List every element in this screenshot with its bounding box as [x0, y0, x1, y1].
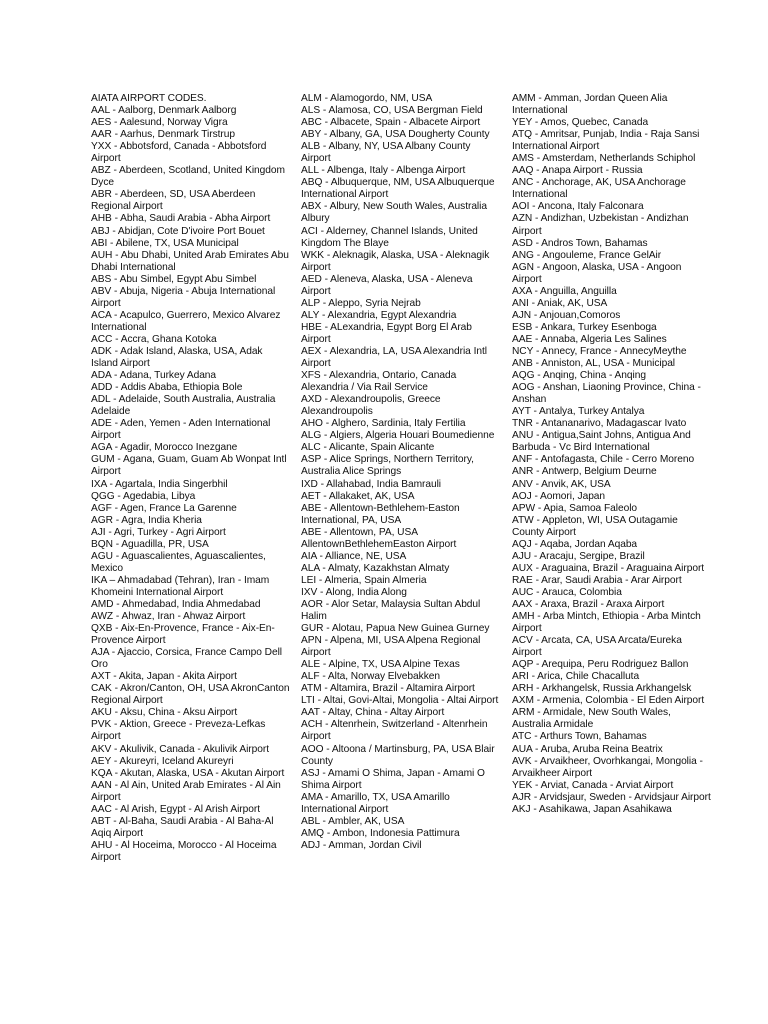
airport-code-entry: RAE - Arar, Saudi Arabia - Arar Airport [512, 574, 682, 586]
airport-code-entry: WKK - Aleknagik, Alaska, USA - Aleknagik Airport [301, 249, 490, 273]
airport-code-entry: AZN - Andizhan, Uzbekistan - Andizhan Airport [512, 213, 689, 237]
airport-code-entry: YEK - Arviat, Canada - Arviat Airport [512, 779, 674, 791]
airport-code-entry: ACA - Acapulco, Guerrero, Mexico Alvarez International [91, 309, 281, 333]
airport-code-entry: AJU - Aracaju, Sergipe, Brazil [512, 550, 645, 562]
airport-code-entry: QGG - Agedabia, Libya [91, 490, 196, 502]
airport-code-entry: ANU - Antigua,Saint Johns, Antigua And Barbuda - Vc Bird International [512, 430, 691, 454]
airport-code-entry: ANI - Aniak, AK, USA [512, 297, 608, 309]
airport-code-entry: ALY - Alexandria, Egypt Alexandria [301, 309, 457, 321]
airport-code-entry: AXD - Alexandroupolis, Greece Alexandroupolis [301, 394, 441, 418]
airport-code-entry: AIA - Alliance, NE, USA [301, 550, 407, 562]
text-column-2 [301, 93, 501, 852]
airport-code-entry: AOI - Ancona, Italy Falconara [512, 201, 644, 213]
airport-code-entry: ABQ - Albuquerque, NM, USA Albuquerque International Airport [301, 177, 495, 201]
airport-code-entry: AVK - Arvaikheer, Ovorhkangai, Mongolia - Arvaikheer Airport [512, 755, 703, 779]
airport-code-entry: ALF - Alta, Norway Elvebakken [301, 671, 440, 683]
airport-code-entry: ATM - Altamira, Brazil - Altamira Airport [301, 683, 475, 695]
airport-code-entry: ARI - Arica, Chile Chacalluta [512, 671, 640, 683]
airport-code-entry: ASD - Andros Town, Bahamas [512, 237, 648, 249]
airport-code-entry: ALS - Alamosa, CO, USA Bergman Field [301, 105, 483, 117]
airport-code-entry: ALP - Aleppo, Syria Nejrab [301, 297, 421, 309]
airport-code-entry: AJR - Arvidsjaur, Sweden - Arvidsjaur Airport [512, 791, 711, 803]
airport-code-entry: AXT - Akita, Japan - Akita Airport [91, 671, 237, 683]
airport-code-entry: AAT - Altay, China - Altay Airport [301, 707, 445, 719]
airport-code-entry: ARH - Arkhangelsk, Russia Arkhangelsk [512, 683, 692, 695]
airport-code-entry: ABZ - Aberdeen, Scotland, United Kingdom Dyce [91, 165, 285, 189]
airport-code-entry: ASJ - Amami O Shima, Japan - Amami O Shima Airport [301, 767, 485, 791]
airport-code-entry: BQN - Aguadilla, PR, USA [91, 538, 209, 550]
airport-code-entry: ATW - Appleton, WI, USA Outagamie County Airport [512, 514, 678, 538]
airport-code-entry: AQP - Arequipa, Peru Rodriguez Ballon [512, 659, 689, 671]
airport-code-entry: ABV - Abuja, Nigeria - Abuja International Airport [91, 285, 276, 309]
airport-code-entry: ABS - Abu Simbel, Egypt Abu Simbel [91, 273, 257, 285]
airport-code-entry: ACH - Altenrhein, Switzerland - Altenrhein Airport [301, 719, 488, 743]
airport-code-entry: ABL - Ambler, AK, USA [301, 815, 405, 827]
airport-code-entry: AJN - Anjouan,Comoros [512, 309, 621, 321]
airport-code-entry: GUM - Agana, Guam, Guam Ab Wonpat Intl Airport [91, 454, 287, 478]
airport-code-entry: ALC - Alicante, Spain Alicante [301, 442, 435, 454]
airport-code-entry: AOO - Altoona / Martinsburg, PA, USA Blair County [301, 743, 495, 767]
text-column-1 [91, 93, 291, 864]
airport-code-entry: AKJ - Asahikawa, Japan Asahikawa [512, 803, 672, 815]
airport-code-entry: AOR - Alor Setar, Malaysia Sultan Abdul Halim [301, 598, 481, 623]
airport-code-entry: AJI - Agri, Turkey - Agri Airport [91, 526, 226, 538]
airport-code-entry: ALL - Albenga, Italy - Albenga Airport [301, 165, 466, 177]
airport-code-entry: ABE - Allentown-Bethlehem-Easton International, PA, USA [301, 502, 460, 526]
airport-code-entry: AAC - Al Arish, Egypt - Al Arish Airport [91, 803, 260, 815]
airport-code-entry: IXV - Along, India Along [301, 586, 407, 598]
airport-code-entry: AKU - Aksu, China - Aksu Airport [91, 707, 238, 719]
airport-code-entry: AOJ - Aomori, Japan [512, 490, 606, 502]
airport-code-entry: AQG - Anqing, China - Anqing [512, 370, 646, 382]
airport-code-entry: ALM - Alamogordo, NM, USA [301, 93, 433, 104]
airport-code-entry: AAX - Araxa, Brazil - Araxa Airport [512, 598, 665, 610]
airport-code-entry: AYT - Antalya, Turkey Antalya [512, 406, 645, 418]
airport-code-entry: ANB - Anniston, AL, USA - Municipal [512, 358, 676, 370]
airport-code-entry: IXD - Allahabad, India Bamrauli [301, 478, 442, 490]
airport-code-entry: AHB - Abha, Saudi Arabia - Abha Airport [91, 213, 271, 225]
airport-code-entry: AOG - Anshan, Liaoning Province, China - Anshan [512, 382, 701, 406]
airport-code-entry: AQJ - Aqaba, Jordan Aqaba [512, 538, 638, 550]
airport-code-entry: AEX - Alexandria, LA, USA Alexandria Intl Airport [301, 345, 487, 370]
airport-code-entry: AMD - Ahmedabad, India Ahmedabad [91, 598, 261, 610]
airport-code-entry: AET - Allakaket, AK, USA [301, 490, 415, 502]
airport-code-entry: AGR - Agra, India Kheria [91, 514, 202, 526]
airport-code-entry: ASP - Alice Springs, Northern Territory, Australia Alice Springs [301, 454, 474, 478]
airport-code-entry: ACC - Accra, Ghana Kotoka [91, 333, 217, 345]
airport-code-entry: AAE - Annaba, Algeria Les Salines [512, 333, 667, 345]
airport-code-entry: ATQ - Amritsar, Punjab, India - Raja Sansi International Airport [512, 129, 700, 153]
airport-code-entry: AES - Aalesund, Norway Vigra [91, 117, 228, 129]
airport-code-entry: AEY - Akureyri, Iceland Akureyri [91, 755, 234, 767]
airport-code-entry: ABC - Albacete, Spain - Albacete Airport [301, 117, 481, 129]
airport-code-entry: ANG - Angouleme, France GelAir [512, 249, 662, 261]
airport-code-entry: ALB - Albany, NY, USA Albany County Airport [301, 141, 471, 165]
airport-code-entry: AMS - Amsterdam, Netherlands Schiphol [512, 153, 696, 165]
airport-code-entry: AAR - Aarhus, Denmark Tirstrup [91, 129, 235, 141]
airport-code-entry: KQA - Akutan, Alaska, USA - Akutan Airport [91, 767, 285, 779]
airport-code-entry: AWZ - Ahwaz, Iran - Ahwaz Airport [91, 611, 246, 623]
airport-code-entry: ABE - Allentown, PA, USA AllentownBethlehemEaston Airport [301, 526, 457, 550]
text-column-3 [512, 93, 712, 816]
airport-code-entry: AAQ - Anapa Airport - Russia [512, 165, 643, 177]
airport-code-entry: YXX - Abbotsford, Canada - Abbotsford Airport [91, 141, 267, 165]
airport-code-entry: NCY - Annecy, France - AnnecyMeythe [512, 345, 687, 357]
airport-code-entry: ANV - Anvik, AK, USA [512, 478, 611, 490]
airport-code-entry: QXB - Aix-En-Provence, France - Aix-En-Provence Airport [91, 623, 275, 647]
airport-code-entry: ATC - Arthurs Town, Bahamas [512, 731, 647, 743]
airport-code-entry: ABR - Aberdeen, SD, USA Aberdeen Regional Airport [91, 189, 256, 213]
airport-code-entry: AXM - Armenia, Colombia - El Eden Airport [512, 695, 705, 707]
airport-code-entry: ANR - Antwerp, Belgium Deurne [512, 466, 657, 478]
airport-code-entry: AMA - Amarillo, TX, USA Amarillo International Airport [301, 791, 450, 815]
airport-code-entry: GUR - Alotau, Papua New Guinea Gurney [301, 623, 490, 635]
airport-code-entry: ADK - Adak Island, Alaska, USA, Adak Island Airport [91, 345, 263, 370]
airport-code-entry: IKA – Ahmadabad (Tehran), Iran - Imam Khomeini International Airport [91, 574, 270, 598]
airport-code-entry: AKV - Akulivik, Canada - Akulivik Airport [91, 743, 270, 755]
airport-code-entry: ALG - Algiers, Algeria Houari Boumedienne [301, 430, 495, 442]
airport-code-entry: ABX - Albury, New South Wales, Australia Albury [301, 201, 487, 225]
airport-code-entry: ARM - Armidale, New South Wales, Australia Armidale [512, 707, 671, 731]
airport-code-entry: LEI - Almeria, Spain Almeria [301, 574, 427, 586]
airport-code-entry: AMQ - Ambon, Indonesia Pattimura [301, 827, 460, 839]
airport-code-entry: ADA - Adana, Turkey Adana [91, 370, 217, 382]
airport-code-entry: AHU - Al Hoceima, Morocco - Al Hoceima Airport [91, 839, 277, 863]
airport-code-entry: YEY - Amos, Quebec, Canada [512, 117, 649, 129]
airport-code-entry: AAN - Al Ain, United Arab Emirates - Al Ain Airport [91, 779, 281, 803]
airport-code-entry: AGU - Aguascalientes, Aguascalientes, Mexico [91, 550, 266, 574]
airport-code-entry: AUA - Aruba, Aruba Reina Beatrix [512, 743, 663, 755]
airport-code-entry: TNR - Antananarivo, Madagascar Ivato [512, 418, 687, 430]
airport-code-entry: ACI - Alderney, Channel Islands, United Kingdom The Blaye [301, 225, 478, 249]
airport-code-entry: ADL - Adelaide, South Australia, Australia Adelaide [91, 394, 276, 418]
airport-code-entry: ADJ - Amman, Jordan Civil [301, 839, 422, 851]
airport-code-entry: HBE - ALexandria, Egypt Borg El Arab Airport [301, 321, 472, 345]
airport-code-entry: AUH - Abu Dhabi, United Arab Emirates Abu Dhabi International [91, 249, 289, 273]
airport-code-entry: AGN - Angoon, Alaska, USA - Angoon Airport [512, 261, 682, 285]
airport-code-entry: ADE - Aden, Yemen - Aden International Airport [91, 418, 271, 442]
airport-code-entry: AED - Aleneva, Alaska, USA - Aleneva Airport [301, 273, 473, 297]
airport-code-entry: APW - Apia, Samoa Faleolo [512, 502, 638, 514]
airport-code-entry: ALE - Alpine, TX, USA Alpine Texas [301, 659, 460, 671]
airport-code-entry: CAK - Akron/Canton, OH, USA AkronCanton Regional Airport [91, 683, 290, 707]
airport-code-entry: AJA - Ajaccio, Corsica, France Campo Dell Oro [91, 647, 283, 671]
airport-code-entry: AMM - Amman, Jordan Queen Alia International [512, 93, 668, 117]
airport-code-entry: ABI - Abilene, TX, USA Municipal [91, 237, 239, 249]
airport-code-entry: ABT - Al-Baha, Saudi Arabia - Al Baha-Al Aqiq Airport [91, 815, 274, 839]
airport-code-entry: AGA - Agadir, Morocco Inezgane [91, 442, 238, 454]
airport-code-entry: LTI - Altai, Govi-Altai, Mongolia - Altai Airport [301, 695, 499, 707]
airport-code-entry: ANC - Anchorage, AK, USA Anchorage International [512, 177, 686, 201]
airport-code-entry: AUC - Arauca, Colombia [512, 586, 622, 598]
airport-code-entry: AUX - Araguaina, Brazil - Araguaina Airport [512, 562, 705, 574]
airport-code-entry: ANF - Antofagasta, Chile - Cerro Moreno [512, 454, 695, 466]
airport-code-entry: XFS - Alexandria, Ontario, Canada Alexandria / Via Rail Service [301, 370, 457, 394]
airport-code-entry: AAL - Aalborg, Denmark Aalborg [91, 105, 237, 117]
airport-code-entry: ESB - Ankara, Turkey Esenboga [512, 321, 657, 333]
airport-code-entry: AGF - Agen, France La Garenne [91, 502, 237, 514]
document-heading: AIATA AIRPORT CODES. [91, 93, 207, 104]
airport-code-entry: ACV - Arcata, CA, USA Arcata/Eureka Airport [512, 635, 682, 659]
airport-code-entry: ALA - Almaty, Kazakhstan Almaty [301, 562, 450, 574]
airport-code-entry: ABJ - Abidjan, Cote D'ivoire Port Bouet [91, 225, 265, 237]
airport-code-entry: IXA - Agartala, India Singerbhil [91, 478, 228, 490]
airport-code-entry: APN - Alpena, MI, USA Alpena Regional Airport [301, 635, 481, 659]
airport-code-entry: AXA - Anguilla, Anguilla [512, 285, 617, 297]
airport-code-entry: AMH - Arba Mintch, Ethiopia - Arba Mintch Airport [512, 611, 701, 635]
airport-code-entry: AHO - Alghero, Sardinia, Italy Fertilia [301, 418, 466, 430]
airport-code-entry: ADD - Addis Ababa, Ethiopia Bole [91, 382, 243, 394]
airport-code-entry: ABY - Albany, GA, USA Dougherty County [301, 129, 490, 141]
airport-code-entry: PVK - Aktion, Greece - Preveza-Lefkas Airport [91, 719, 266, 743]
